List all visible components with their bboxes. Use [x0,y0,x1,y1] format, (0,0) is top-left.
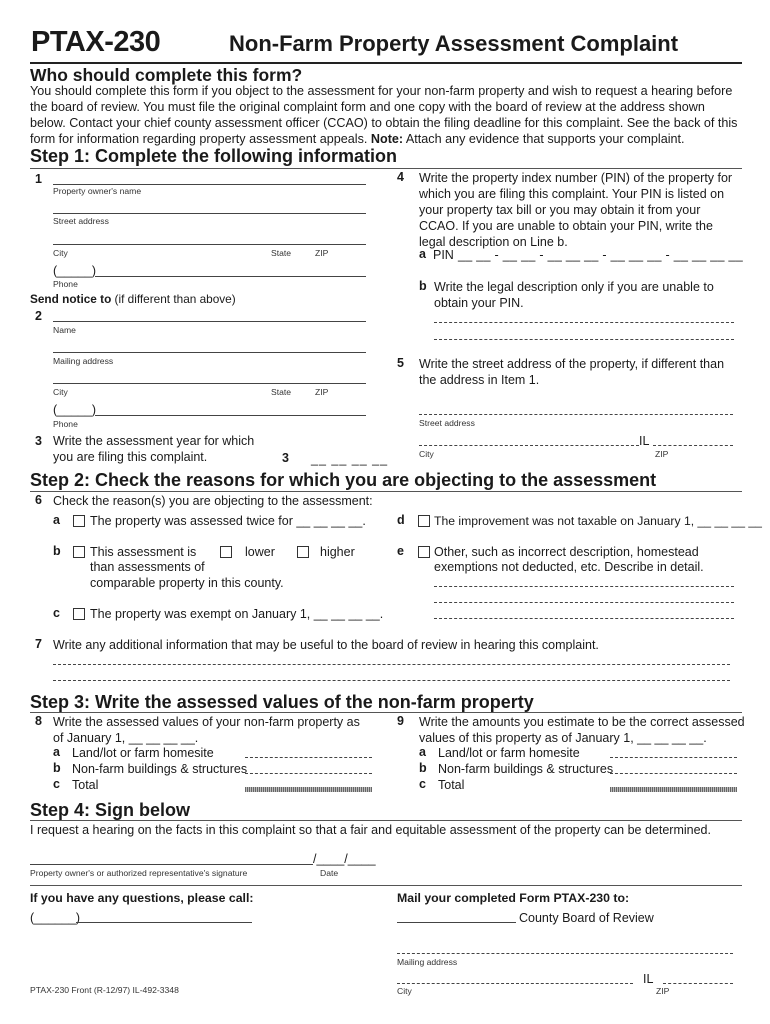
item5-number: 5 [397,356,404,370]
step4-rule [30,820,742,821]
reason-c-letter: c [53,606,60,620]
item9-land-field[interactable] [610,757,737,758]
form-title: Non-Farm Property Assessment Complaint [229,31,679,56]
item8-b-letter: b [53,761,61,775]
owner-phone-label: Phone [53,279,78,289]
item9-c-letter: c [419,777,426,791]
item8-bldg-label: Non-farm buildings & structures [72,762,248,776]
item4-number: 4 [397,170,404,184]
item3-line1: Write the assessment year for which [53,434,255,448]
board-city-label: City [397,986,412,996]
reason-a-checkbox[interactable] [73,515,85,527]
owner-city-label: City [53,248,68,258]
notice-city-field[interactable] [53,383,366,384]
form-footer: PTAX-230 Front (R-12/97) IL-492-3348 [30,985,179,995]
item8-number: 8 [35,714,42,728]
pin-label: PIN [433,248,454,262]
notice-name-label: Name [53,325,76,335]
county-board-label: County Board of Review [519,911,654,925]
owner-zip-label: ZIP [315,248,329,258]
date-field[interactable]: /____/____ [313,852,376,866]
reason-e-line2[interactable] [434,602,734,603]
board-zip-field[interactable] [663,983,733,984]
pin-letter: a [419,247,426,261]
lower-label: lower [245,545,275,559]
item8-bldg-field[interactable] [245,773,372,774]
step4-heading: Step 4: Sign below [30,800,191,820]
reason-a-letter: a [53,513,60,527]
pin-field[interactable]: __ __ - __ __ - __ __ __ - __ __ __ - __ __ __ __ [458,248,744,262]
item8-total-field[interactable] [245,787,372,792]
additional-info-line2[interactable] [53,680,730,681]
intro-note-label: Note: [370,132,404,146]
item9-total-field[interactable] [610,787,737,792]
item9-bldg-label: Non-farm buildings & structures [438,762,614,776]
owner-state-label: State [271,248,292,258]
item9-land-label: Land/lot or farm homesite [438,746,580,760]
intro-body: You should complete this form if you object to the assessment for your non-farm property and wish to request a hearing before the board of review. You must file the original complaint form and one copy with the board of review at the address shown below. Contact your chief county assessment officer (CCAO) to obtain the filing deadline for this complaint. See the back of this form for information regarding property assessment appeals. [30,84,738,146]
questions-label: If you have any questions, please call: [30,891,254,905]
notice-mailing-field[interactable] [53,352,366,353]
item4b-letter: b [419,279,427,293]
property-zip-label: ZIP [655,449,669,459]
property-city-field[interactable] [419,445,639,446]
notice-zip-label: ZIP [315,387,329,397]
reason-b-letter: b [53,544,61,558]
item8-line1: Write the assessed values of your non-farm property as [53,715,360,729]
reason-c-text: The property was exempt on January 1, __ __ __ __. [90,607,384,621]
item4b-text: Write the legal description only if you are unable to obtain your PIN. [434,280,714,310]
notice-name-field[interactable] [53,321,366,322]
item8-line2: of January 1, __ __ __ __. [53,731,199,745]
item2-number: 2 [35,309,42,323]
item8-land-label: Land/lot or farm homesite [72,746,214,760]
reason-e-letter: e [397,544,404,558]
property-city-label: City [419,449,434,459]
item6-text: Check the reason(s) you are objecting to the assessment: [53,494,373,508]
signature-label: Property owner's or authorized representative's signature [30,868,248,878]
reason-a-text: The property was assessed twice for __ __ __ __. [90,514,366,528]
reason-b-text2: than assessments of [90,560,205,574]
notice-phone-prefix: (_____) [53,403,97,417]
reason-b-text3: comparable property in this county. [90,576,284,590]
owner-city-field[interactable] [53,244,366,245]
legal-desc-line2[interactable] [434,339,734,340]
property-street-label: Street address [419,418,475,428]
mail-to-label: Mail your completed Form PTAX-230 to: [397,891,630,905]
item6-number: 6 [35,493,42,507]
owner-phone-prefix: (_____) [53,264,97,278]
owner-name-field[interactable] [53,184,366,185]
notice-city-label: City [53,387,68,397]
legal-desc-line1[interactable] [434,322,734,323]
item8-c-letter: c [53,777,60,791]
board-zip-label: ZIP [656,986,670,996]
notice-phone-field[interactable] [95,415,366,416]
step2-heading: Step 2: Check the reasons for which you are objecting to the assessment [30,470,657,490]
item5-text: Write the street address of the property, if different than the address in Item 1. [419,357,725,387]
item7-number: 7 [35,637,42,651]
board-il: IL [643,972,654,986]
reason-d-text: The improvement was not taxable on January 1, __ __ __ __ [434,514,762,528]
property-street-field[interactable] [419,414,733,415]
header-rule [30,62,742,64]
item9-line1: Write the amounts you estimate to be the correct assessed [419,715,745,729]
additional-info-line1[interactable] [53,664,730,665]
item7-text: Write any additional information that may be useful to the board of review in hearing this complaint. [53,638,599,652]
item4-text: Write the property index number (PIN) of the property for which you are filing this complaint. Your PIN is listed on your property tax bill or you may obtain it from your CCAO. If you are unable to obtain your PIN, write the legal description on Line b. [419,171,733,249]
item9-number: 9 [397,714,404,728]
intro-note-text: Attach any evidence that supports your complaint. [403,132,685,146]
contact-rule [30,885,742,886]
step1-rule [30,168,742,169]
notice-state-label: State [271,387,292,397]
item9-bldg-field[interactable] [610,773,737,774]
reason-e-checkbox[interactable] [418,546,430,558]
send-notice-rest: (if different than above) [111,292,236,306]
reason-b-checkbox[interactable] [73,546,85,558]
item9-a-letter: a [419,745,426,759]
notice-mailing-label: Mailing address [53,356,114,366]
intro-heading: Who should complete this form? [30,65,303,85]
item8-land-field[interactable] [245,757,372,758]
property-zip-field[interactable] [653,445,733,446]
item9-line2: values of this property as of January 1, __ __ __ __. [419,731,707,745]
signature-field[interactable] [30,864,313,865]
owner-name-label: Property owner's name [53,186,142,196]
reason-c-checkbox[interactable] [73,608,85,620]
step3-rule [30,712,742,713]
send-notice-label [30,291,236,307]
reason-e-text2: exemptions not deducted, etc. Describe in detail. [434,560,704,574]
reason-e-line3[interactable] [434,618,734,619]
item9-b-letter: b [419,761,427,775]
owner-street-field[interactable] [53,213,366,214]
property-il: IL [639,434,650,448]
reason-d-letter: d [397,513,405,527]
form-code: PTAX-230 [31,26,161,58]
reason-d-checkbox[interactable] [418,515,430,527]
reason-b-text1: This assessment is [90,545,197,559]
board-mailing-field[interactable] [397,953,733,954]
item1-number: 1 [35,172,42,186]
item3-number: 3 [35,434,42,448]
intro-text [30,83,742,147]
send-notice-bold: Send notice to [30,292,112,306]
reason-e-text1: Other, such as incorrect description, homestead [434,545,699,559]
hearing-statement: I request a hearing on the facts in this complaint so that a fair and equitable assessment of the property can be determined. [30,823,711,837]
step1-heading: Step 1: Complete the following information [30,146,397,166]
county-field[interactable] [397,922,516,923]
assessment-year-field[interactable]: __ __ __ __ [311,452,389,466]
step2-rule [30,491,742,492]
item9-total-label: Total [438,778,465,792]
questions-phone-prefix: (______) [30,911,81,925]
step3-heading: Step 3: Write the assessed values of the non-farm property [30,692,534,712]
reason-e-line1[interactable] [434,586,734,587]
item3-field-number: 3 [282,451,289,465]
item8-a-letter: a [53,745,60,759]
date-label: Date [320,868,339,878]
owner-street-label: Street address [53,216,109,226]
item3-line2: you are filing this complaint. [53,450,208,464]
notice-phone-label: Phone [53,419,78,429]
questions-phone-field[interactable] [76,922,252,923]
higher-checkbox[interactable] [297,546,309,558]
board-city-field[interactable] [397,983,633,984]
item8-total-label: Total [72,778,99,792]
higher-label: higher [320,545,355,559]
lower-checkbox[interactable] [220,546,232,558]
owner-phone-field[interactable] [95,276,366,277]
board-mailing-label: Mailing address [397,957,458,967]
